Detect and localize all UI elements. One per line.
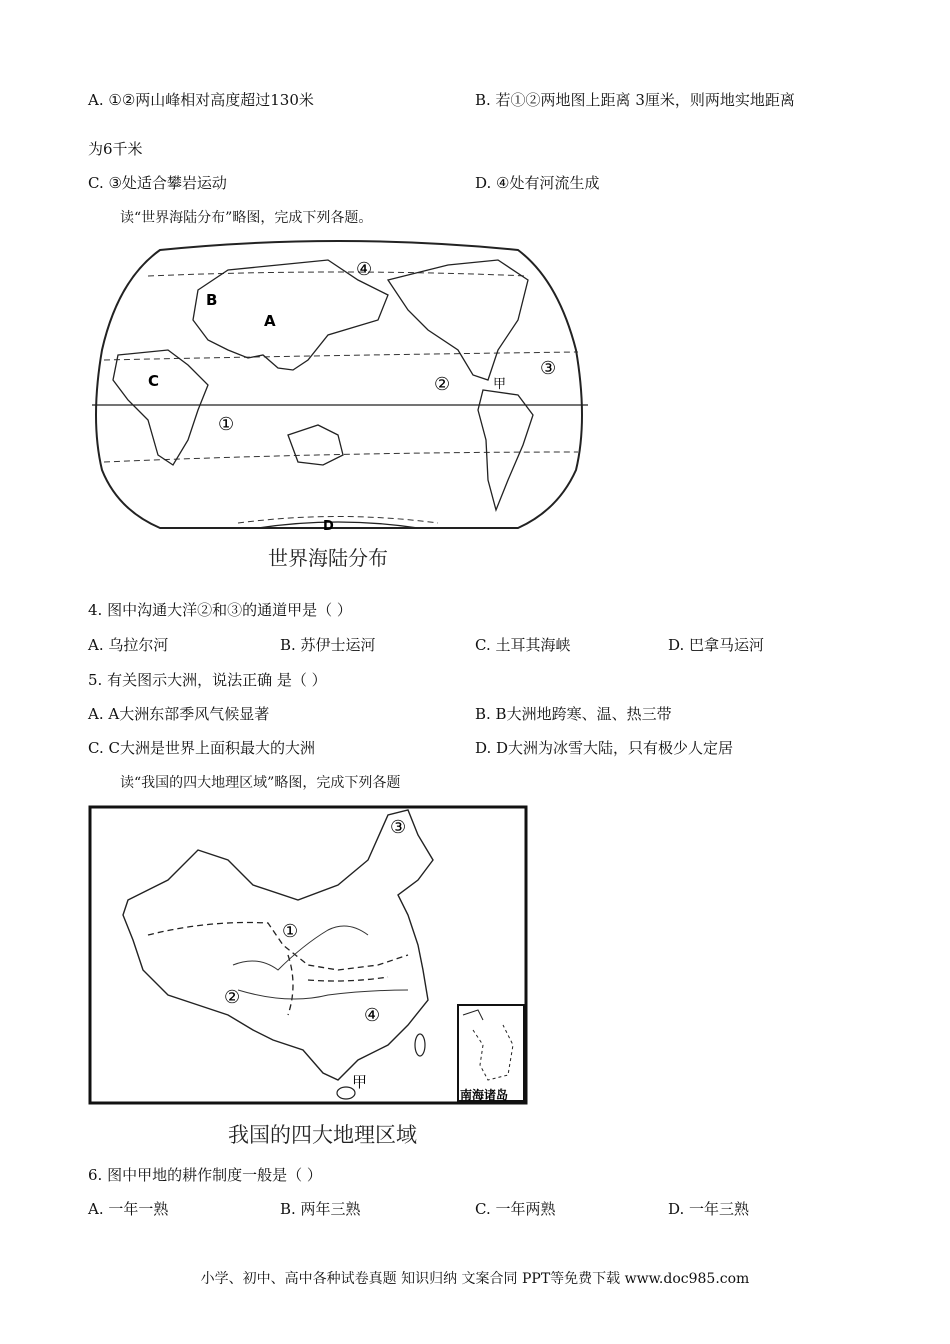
q3-option-d: D. ④处有河流生成 [475,174,600,192]
q4-option-d: D. 巴拿马运河 [668,636,765,654]
label-D: D [323,519,334,534]
q5-option-b: B. B大洲地跨寒、温、热三带 [475,705,672,723]
australia-shape [288,425,343,465]
china-map-caption: 我国的四大地理区域 [228,1123,417,1147]
label-ocean-4: ④ [356,259,373,280]
q5-stem: 5. 有关图示大洲，说法正确 是（ ） [88,671,327,689]
q6-option-d: D. 一年三熟 [668,1200,750,1218]
q4-option-a: A. 乌拉尔河 [88,636,169,654]
label-region-2: ② [224,987,241,1008]
q3-option-c: C. ③处适合攀岩运动 [88,174,227,192]
world-map-caption: 世界海陆分布 [268,546,388,570]
label-B: B [206,291,218,309]
q4-option-c: C. 土耳其海峡 [475,636,571,654]
q5-option-d: D. D大洲为冰雪大陆，只有极少人定居 [475,739,734,757]
inset-label: 南海诸岛 [460,1088,509,1102]
label-C: C [148,372,160,390]
label-region-3: ③ [390,817,407,838]
q4-stem: 4. 图中沟通大洋②和③的通道甲是（ ） [88,601,352,619]
q5-option-a: A. A大洲东部季风气候显著 [88,705,270,723]
label-jia-world: 甲 [493,377,507,392]
q6-stem: 6. 图中甲地的耕作制度一般是（ ） [88,1166,322,1184]
label-ocean-3: ③ [540,358,557,379]
label-jia-china: 甲 [352,1073,368,1091]
page-footer: 小学、初中、高中各种试卷真题 知识归纳 文案合同 PPT等免费下载 www.doc985.com [200,1271,750,1287]
q4-option-b: B. 苏伊士运河 [280,636,376,654]
q3-option-b-continued: 为6千米 [88,140,143,158]
q6-option-a: A. 一年一熟 [88,1200,169,1218]
intro-china-map: 读“我国的四大地理区域”略图，完成下列各题 [120,775,401,791]
china-map-figure [88,805,530,1107]
label-ocean-2: ② [434,374,451,395]
north-america-shape [388,260,528,380]
q3-option-b: B. 若①②两地图上距离 3厘米，则两地实地距离 [475,91,795,109]
south-america-shape [478,390,533,510]
q5-option-c: C. C大洲是世界上面积最大的大洲 [88,739,315,757]
intro-world-map: 读“世界海陆分布”略图，完成下列各题。 [120,210,373,226]
q6-option-b: B. 两年三熟 [280,1200,361,1218]
label-ocean-1: ① [218,414,235,435]
map-frame [96,241,582,528]
label-region-4: ④ [364,1005,381,1026]
q3-option-a: A. ①②两山峰相对高度超过130米 [88,91,314,109]
africa-shape [113,350,208,465]
label-A: A [264,312,276,330]
world-map-figure [88,240,593,575]
q6-option-c: C. 一年两熟 [475,1200,556,1218]
south-china-sea-inset [458,1005,524,1101]
label-region-1: ① [282,921,299,942]
